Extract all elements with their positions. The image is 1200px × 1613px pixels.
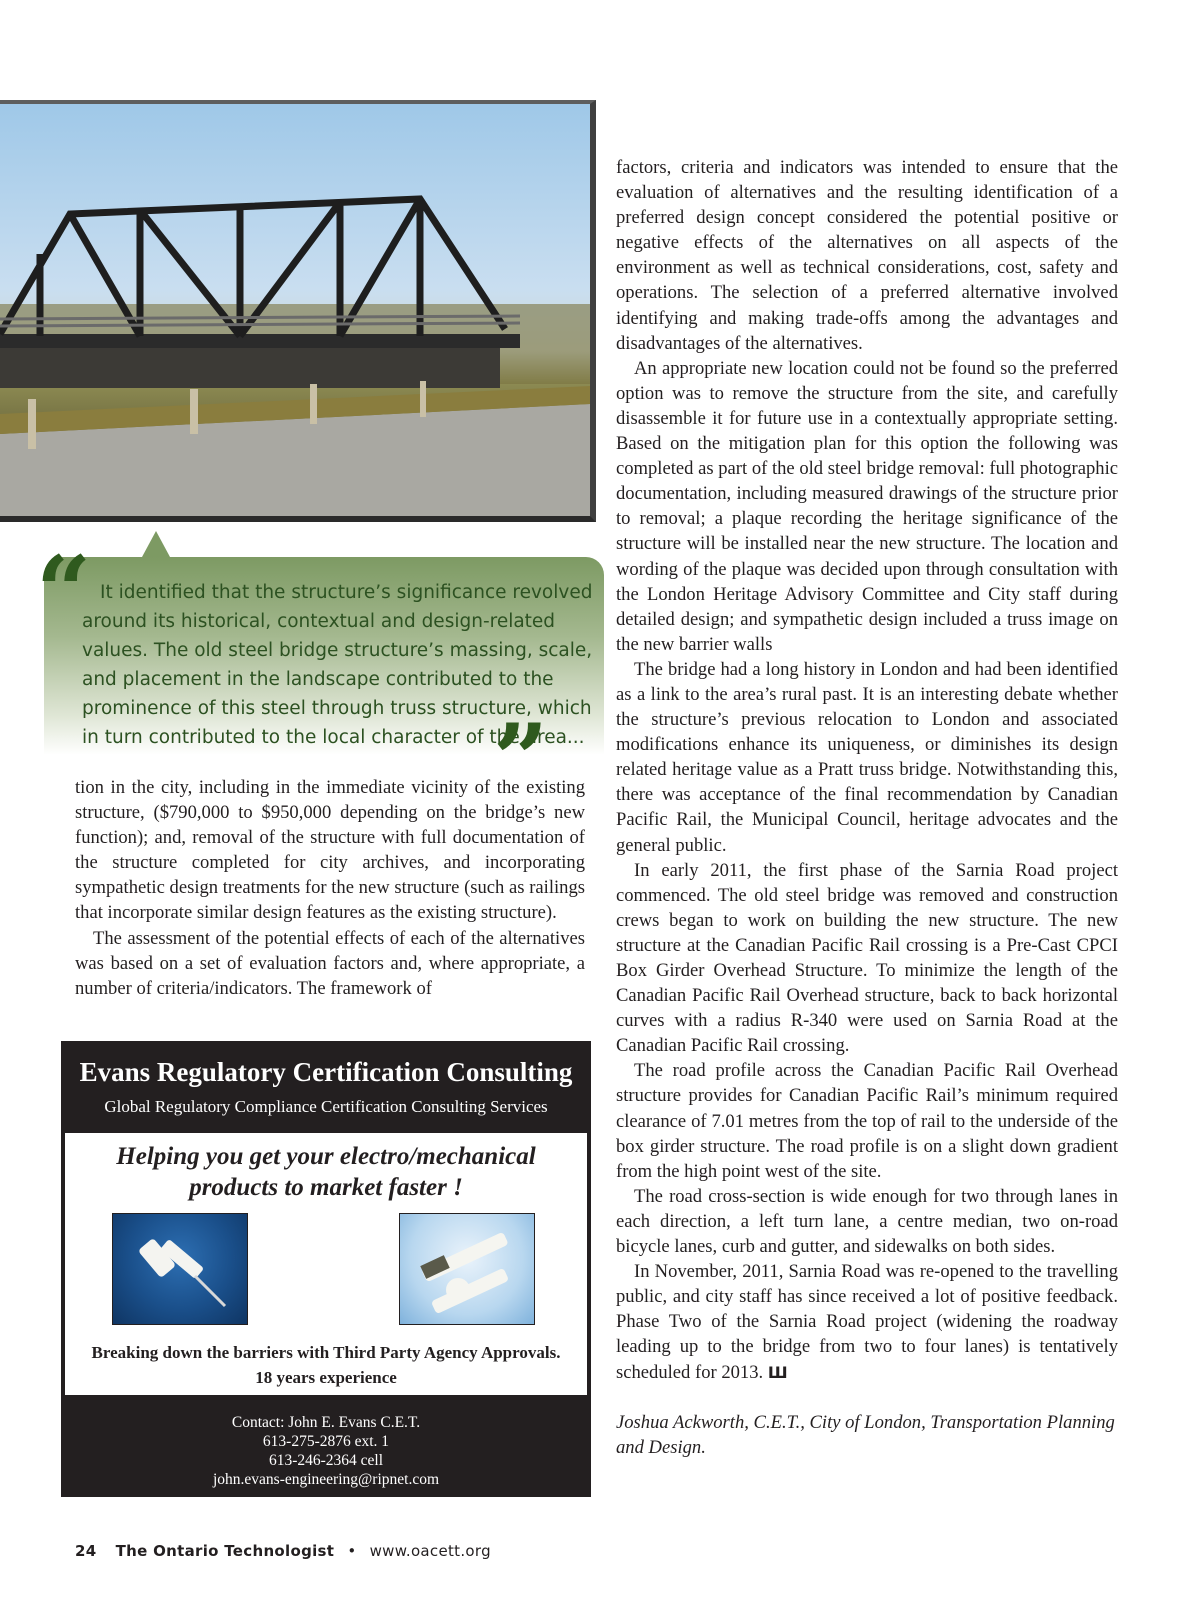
left-paragraph-2: The assessment of the potential effects of each of the alternatives was based on a set of evaluation factors and, where appropriate, a number of criteria/indicators. The framework of [75, 927, 585, 999]
close-quote-icon: ” [493, 703, 549, 816]
pushpin-icon [113, 1214, 247, 1324]
footer-separator: • [347, 1542, 357, 1560]
ad-barriers-line: Breaking down the barriers with Third Party Agency Approvals. [91, 1343, 561, 1362]
right-paragraph-7-text: In November, 2011, Sarnia Road was re-opened to the travelling public, and city staff has since received a lot of positive feedback. Phase Two of the Sarnia Road project (widening the roadway leading up to the bridge from two to four lanes) is tentatively scheduled for 2013. [616, 1261, 1118, 1383]
bridge-photo [0, 100, 596, 522]
right-paragraph-7 [616, 1259, 1118, 1384]
ad-tagline [65, 1141, 587, 1203]
magazine-name: The Ontario Technologist [115, 1542, 335, 1560]
ad-contact-name: Contact: John E. Evans C.E.T. [231, 1414, 421, 1431]
ad-subtitle: Global Regulatory Compliance Certification Consulting Services [104, 1097, 548, 1116]
left-column [75, 775, 585, 1001]
open-quote-icon: “ [36, 535, 92, 648]
ad-title: Evans Regulatory Certification Consulting [79, 1057, 573, 1087]
right-paragraph-2: An appropriate new location could not be found so the preferred option was to remove the structure from the site, and carefully disassemble it for future use in a contextually appropriate setting. Based on the mitigation plan for this option the following was completed as part of the old steel bridge removal: full photographic documentation, including measured drawings of the structure prior to removal; a plaque recording the heritage significance of the structure will be installed near the new structure. The location and wording of the plaque was decided upon through consultation with the London Heritage Advisory Committee and City staff during detailed design; and sympathetic design included a truss image on the new barrier walls [616, 357, 1118, 655]
ad-phone-1: 613-275-2876 ext. 1 [262, 1433, 390, 1450]
page-footer [75, 1542, 491, 1560]
ad-barriers-text [65, 1340, 587, 1390]
right-paragraph-3: The bridge had a long history in London and had been identified as a link to the area’s rural past. It is an interesting debate whether the structure’s previous relocation to London and associated modifications enhance its uniqueness, or diminishes its design related heritage value as a Pratt truss bridge. Notwithstanding this, there was acceptance of the final recommendation by Canadian Pacific Rail, the Municipal Council, heritage advocates and the general public. [616, 658, 1118, 856]
ad-experience-line: 18 years experience [255, 1368, 397, 1387]
ad-email-link[interactable]: john.evans-engineering@ripnet.com [212, 1471, 440, 1488]
page-number: 24 [75, 1542, 97, 1560]
ad-tagline-line-1: Helping you get your electro/mechanical [116, 1143, 536, 1170]
ad-content-panel [65, 1133, 587, 1395]
ad-tagline-line-2: products to market faster ! [189, 1174, 463, 1201]
product-image-connectors [399, 1213, 535, 1325]
pull-quote-text: It identified that the structure’s significance revolved around its historical, contextual and design-related values. The old steel bridge structure’s massing, scale, and placement in the landscape contributed to the prominence of this steel through truss structure, which in turn contributed to the local character of the area... [82, 582, 593, 748]
advertisement[interactable] [61, 1041, 591, 1497]
right-paragraph-4: In early 2011, the first phase of the Sarnia Road project commenced. The old steel bridge was removed and construction crews began to work on building the new structure. The new structure at the Canadian Pacific Rail crossing is a Pre-Cast CPCI Box Girder Overhead Structure. To minimize the length of the Canadian Pacific Rail Overhead structure, back to back horizontal curves with a radius R-340 were used on Sarnia Road at the Canadian Pacific Rail crossing. [616, 859, 1118, 1057]
left-paragraph-1: tion in the city, including in the immediate vicinity of the existing structure, ($790,000 to $950,000 depending on the bridge’s new function); and, removal of the structure with full documentation of the structure completed for city archives, and incorporating sympathetic design treatments for the new structure (such as railings that incorporate similar design features as the existing structure). [75, 777, 585, 924]
right-paragraph-1: factors, criteria and indicators was intended to ensure that the evaluation of alternatives and the resulting identification of a preferred design concept considered the potential positive or negative effects of the alternatives on all aspects of the environment as well as technical considerations, cost, safety and operations. The selection of a preferred alternative involved identifying and making trade-offs among the advantages and disadvantages of the alternatives. [616, 157, 1118, 354]
end-of-article-icon: Ш [767, 1362, 788, 1382]
right-column [616, 155, 1118, 1460]
truss-bridge-illustration [0, 104, 590, 520]
ad-contact-block [61, 1413, 591, 1489]
ad-phone-2: 613-246-2364 cell [268, 1452, 384, 1469]
website-link[interactable]: www.oacett.org [369, 1542, 491, 1560]
right-paragraph-5: The road profile across the Canadian Pacific Rail Overhead structure provides for Canadian Pacific Rail’s minimum required clearance of 7.01 metres from the top of rail to the underside of the box girder structure. The road profile is on a slight down gradient from the high point west of the site. [616, 1060, 1118, 1182]
connector-icon [400, 1214, 534, 1324]
author-byline: Joshua Ackworth, C.E.T., City of London, Transportation Planning and Design. [616, 1411, 1115, 1458]
right-paragraph-6: The road cross-section is wide enough for two through lanes in each direction, a left turn lane, a centre median, two on-road bicycle lanes, curb and gutter, and sidewalks on both sides. [616, 1185, 1118, 1258]
product-image-pushpin [112, 1213, 248, 1325]
pull-quote-pointer [142, 531, 170, 557]
